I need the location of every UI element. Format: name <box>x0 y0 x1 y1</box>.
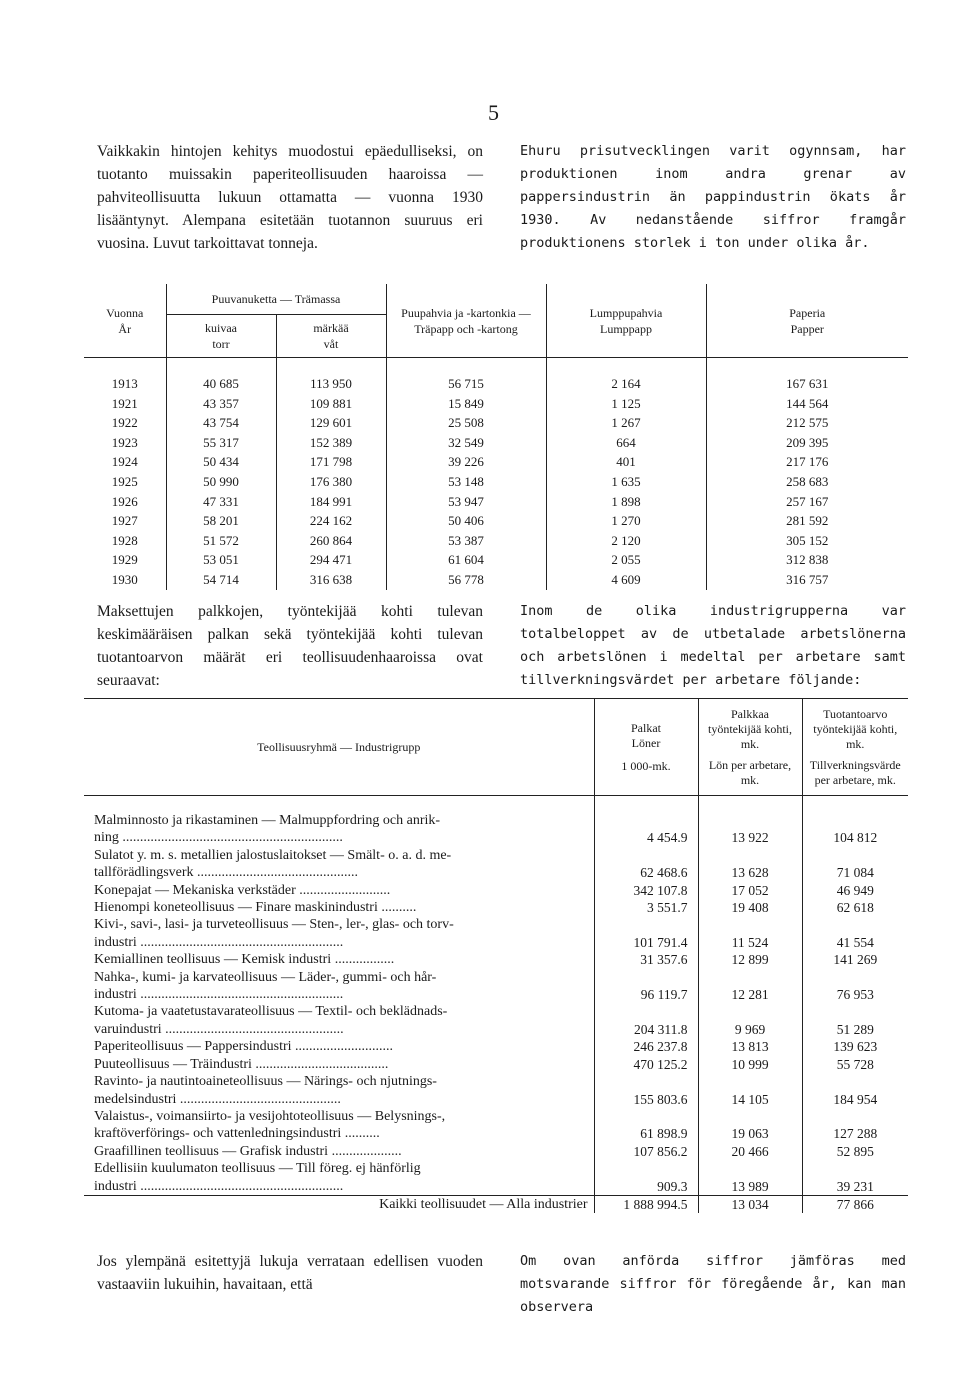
rag-board-cell: 2 055 <box>546 550 706 570</box>
total-label: Kaikki teollisuudet — Alla industrier <box>84 1195 594 1213</box>
table-row <box>84 1003 908 1038</box>
rag-header-fi: Lumppupahvia <box>589 305 663 320</box>
value-per-worker-cell: 62 618 <box>802 899 908 916</box>
wood-board-cell: 53 148 <box>386 472 546 492</box>
year-cell: 1928 <box>84 531 166 551</box>
intro-sv-text: Ehuru prisutvecklingen varit ogynnsam, har produktionen inom andra grenar av pappersindustrin än pappindustrin ökats år 1930. Av nedanstående siffror framgår produktionens storlek i ton under olika år. <box>520 143 906 251</box>
table-row <box>84 531 908 551</box>
paper-header-fi: Paperia <box>789 305 826 320</box>
year-header-fi: Vuonna <box>106 305 144 320</box>
rag-board-header <box>546 284 706 358</box>
per-worker-cell: 9 969 <box>698 1003 802 1038</box>
rag-header-sv: Lumppapp <box>600 321 652 336</box>
industry-label-line2: medelsindustri .............................................. <box>94 1091 341 1107</box>
wood-board-cell: 56 715 <box>386 374 546 394</box>
industry-label <box>84 1073 594 1108</box>
dry-pulp-cell: 50 990 <box>166 472 276 492</box>
wet-pulp-cell: 152 389 <box>276 433 386 453</box>
industry-label-line2: ning ............................................................... <box>94 830 343 846</box>
wet-pulp-cell: 224 162 <box>276 511 386 531</box>
dry-pulp-cell: 51 572 <box>166 531 276 551</box>
wet-pulp-cell: 260 864 <box>276 531 386 551</box>
industry-label-line1: Puuteollisuus — Träindustri ...................................... <box>94 1056 389 1072</box>
dry-pulp-cell: 54 714 <box>166 570 276 590</box>
dry-header-fi: kuivaa <box>205 321 237 335</box>
industry-label-line2: industri .......................................................... <box>94 934 344 950</box>
wages-intro-finnish <box>97 600 483 692</box>
rag-board-cell: 1 125 <box>546 394 706 414</box>
industry-label-line1: Ravinto- ja nautintoaineteollisuus — Närings- och njutnings- <box>94 1074 437 1090</box>
wages-header-fi: Palkat <box>631 720 661 735</box>
rag-board-cell: 1 267 <box>546 413 706 433</box>
per-worker-cell: 13 989 <box>698 1160 802 1195</box>
wood-board-cell: 53 387 <box>386 531 546 551</box>
dry-pulp-cell: 50 434 <box>166 452 276 472</box>
industry-label-line1: Valaistus-, voimansiirto- ja vesijohtoteollisuus — Belysnings-, <box>94 1108 446 1124</box>
table-row <box>84 812 908 847</box>
industry-label <box>84 882 594 899</box>
rag-board-cell: 1 898 <box>546 492 706 512</box>
wages-cell: 204 311.8 <box>594 1003 698 1038</box>
wet-pulp-cell: 316 638 <box>276 570 386 590</box>
paper-cell: 144 564 <box>786 395 829 411</box>
dry-pulp-cell: 53 051 <box>166 550 276 570</box>
table-row <box>84 394 908 414</box>
total-wages-cell: 1 888 994.5 <box>594 1195 698 1213</box>
wet-pulp-cell: 184 991 <box>276 492 386 512</box>
table-row <box>84 492 908 512</box>
paper-cell: 209 395 <box>786 434 829 450</box>
table-row <box>84 1073 908 1108</box>
wet-header <box>276 315 386 358</box>
table-row <box>84 882 908 899</box>
table-row <box>84 1143 908 1160</box>
paper-cell: 257 167 <box>786 493 829 509</box>
table-row <box>84 511 908 531</box>
intro-swedish <box>520 140 906 255</box>
industry-label-line2: industri .......................................................... <box>94 987 344 1003</box>
wet-pulp-cell: 109 881 <box>276 394 386 414</box>
dry-pulp-cell: 47 331 <box>166 492 276 512</box>
board-header: Puupahvia ja -kartonkia — Träpapp och -kartong <box>386 284 546 358</box>
table-row <box>84 452 908 472</box>
value-per-worker-cell: 104 812 <box>802 812 908 847</box>
industry-label-line1: Graafillinen teollisuus — Grafisk industri .................... <box>94 1143 402 1159</box>
wet-pulp-cell: 113 950 <box>276 374 386 394</box>
industry-label-line2: tallförädlingsverk .............................................. <box>94 865 359 881</box>
dry-pulp-cell: 55 317 <box>166 433 276 453</box>
rag-board-cell: 2 164 <box>546 374 706 394</box>
production-table <box>84 284 908 590</box>
value-per-worker-cell: 141 269 <box>802 951 908 968</box>
industry-label <box>84 1160 594 1195</box>
footer-fi-text: Jos ylempänä esitettyjä lukuja verrataan edellisen vuoden vastaaviin lukuihin, havaitaan, että <box>97 1253 483 1293</box>
value-per-worker-cell: 52 895 <box>802 1143 908 1160</box>
per-worker-header-sv: Lön per arbetare, mk. <box>708 757 792 787</box>
wood-board-cell: 25 508 <box>386 413 546 433</box>
industry-label-line2: varuindustri ................................................... <box>94 1021 344 1037</box>
per-worker-cell: 13 922 <box>698 812 802 847</box>
dry-pulp-cell: 40 685 <box>166 374 276 394</box>
per-worker-cell: 17 052 <box>698 882 802 899</box>
dry-pulp-cell: 43 754 <box>166 413 276 433</box>
total-row <box>84 1195 908 1213</box>
industry-label <box>84 1056 594 1073</box>
rag-board-cell: 4 609 <box>546 570 706 590</box>
per-worker-cell: 10 999 <box>698 1056 802 1073</box>
per-worker-header <box>698 699 802 796</box>
wet-pulp-cell: 129 601 <box>276 413 386 433</box>
value-per-worker-cell: 55 728 <box>802 1056 908 1073</box>
industry-label-line1: Kivi-, savi-, lasi- ja turveteollisuus — Sten-, ler-, glas- och torv- <box>94 917 454 933</box>
wages-cell: 107 856.2 <box>594 1143 698 1160</box>
table-row <box>84 433 908 453</box>
industry-label-line1: Hienompi koneteollisuus — Finare maskinindustri .......... <box>94 900 417 916</box>
industry-label <box>84 916 594 951</box>
wood-board-cell: 15 849 <box>386 394 546 414</box>
industry-label <box>84 899 594 916</box>
table-row <box>84 1056 908 1073</box>
value-per-worker-cell: 127 288 <box>802 1108 908 1143</box>
paper-cell: 212 575 <box>786 415 829 431</box>
per-worker-cell: 20 466 <box>698 1143 802 1160</box>
wages-table <box>84 698 908 1213</box>
year-cell: 1926 <box>84 492 166 512</box>
value-per-worker-cell: 39 231 <box>802 1160 908 1195</box>
year-cell: 1927 <box>84 511 166 531</box>
table-row <box>84 1108 908 1143</box>
dry-header <box>166 315 276 358</box>
rag-board-cell: 2 120 <box>546 531 706 551</box>
industry-label <box>84 847 594 882</box>
wages-cell: 3 551.7 <box>594 899 698 916</box>
wet-pulp-cell: 294 471 <box>276 550 386 570</box>
wet-header-sv: våt <box>323 337 339 351</box>
wages-fi-text: Maksettujen palkkojen, työntekijää kohti tulevan keskimääräisen palkan sekä työntekijää kohti tulevan tuotantoarvon määrät eri teollisuudenhaaroissa ovat seuraavat: <box>97 603 483 689</box>
dry-pulp-cell: 58 201 <box>166 511 276 531</box>
wages-cell: 342 107.8 <box>594 882 698 899</box>
table-row <box>84 570 908 590</box>
industry-label <box>84 1003 594 1038</box>
industry-label <box>84 812 594 847</box>
industry-label <box>84 969 594 1004</box>
total-per-worker-cell: 13 034 <box>698 1195 802 1213</box>
paper-cell: 258 683 <box>786 473 829 489</box>
per-worker-cell: 13 813 <box>698 1038 802 1055</box>
paper-cell: 305 152 <box>786 532 829 548</box>
wood-board-cell: 50 406 <box>386 511 546 531</box>
industry-label-line1: Nahka-, kumi- ja karvateollisuus — Läder-, gummi- och hår- <box>94 969 437 985</box>
table-row <box>84 413 908 433</box>
per-worker-cell: 13 628 <box>698 847 802 882</box>
table-row <box>84 1160 908 1195</box>
paper-cell: 281 592 <box>786 513 829 529</box>
wet-pulp-cell: 171 798 <box>276 452 386 472</box>
per-worker-cell: 12 281 <box>698 969 802 1004</box>
paper-cell: 217 176 <box>786 454 829 470</box>
wet-pulp-cell: 176 380 <box>276 472 386 492</box>
wood-board-cell: 32 549 <box>386 433 546 453</box>
industry-label <box>84 1108 594 1143</box>
paper-header-sv: Papper <box>790 321 824 336</box>
table-row <box>84 1038 908 1055</box>
industry-label-line1: Edellisiin kuulumaton teollisuus — Till föreg. ej hänförlig <box>94 1161 421 1177</box>
year-cell: 1924 <box>84 452 166 472</box>
per-worker-cell: 12 899 <box>698 951 802 968</box>
wages-cell: 155 803.6 <box>594 1073 698 1108</box>
value-header-fi: Tuotantoarvo työntekijää kohti, mk. <box>813 706 898 751</box>
value-per-worker-cell: 41 554 <box>802 916 908 951</box>
industry-label <box>84 951 594 968</box>
year-header <box>84 284 166 358</box>
table-row <box>84 374 908 394</box>
wages-cell: 246 237.8 <box>594 1038 698 1055</box>
year-cell: 1913 <box>84 374 166 394</box>
wood-pulp-header: Puuvanuketta — Trämassa <box>166 284 386 315</box>
total-value-cell: 77 866 <box>802 1195 908 1213</box>
wages-header-sv: Löner <box>631 735 661 750</box>
industry-label-line1: Kutoma- ja vaatetustavarateollisuus — Textil- och beklädnads- <box>94 1004 448 1020</box>
industry-label <box>84 1038 594 1055</box>
industry-label-line1: Sulatot y. m. s. metallien jalostuslaitokset — Smält- o. a. d. me- <box>94 847 452 863</box>
per-worker-header-fi: Palkkaa työntekijää kohti, mk. <box>708 706 792 751</box>
value-header-sv: Tillverkningsvärde per arbetare, mk. <box>809 757 901 787</box>
wages-cell: 101 791.4 <box>594 916 698 951</box>
value-per-worker-cell: 71 084 <box>802 847 908 882</box>
value-per-worker-cell: 76 953 <box>802 969 908 1004</box>
wages-header <box>594 699 698 796</box>
wages-cell: 909.3 <box>594 1160 698 1195</box>
wages-cell: 61 898.9 <box>594 1108 698 1143</box>
industry-label <box>84 1143 594 1160</box>
wages-intro-swedish <box>520 600 906 692</box>
table-row <box>84 550 908 570</box>
intro-fi-text: Vaikkakin hintojen kehitys muodostui epäedulliseksi, on tuotanto muissakin paperiteollisuuden haaroissa — pahviteollisuutta lukuun ottamatta — vuonna 1930 lisääntynyt. Alempana esitetään tuotannon suuruus eri vuosina. Luvut tarkoittavat tonneja. <box>97 143 483 252</box>
value-per-worker-cell: 46 949 <box>802 882 908 899</box>
year-cell: 1930 <box>84 570 166 590</box>
rag-board-cell: 401 <box>546 452 706 472</box>
wages-cell: 96 119.7 <box>594 969 698 1004</box>
paper-cell: 316 757 <box>786 571 829 587</box>
value-per-worker-cell: 139 623 <box>802 1038 908 1055</box>
wages-cell: 4 454.9 <box>594 812 698 847</box>
year-header-sv: År <box>118 321 132 336</box>
table-row <box>84 472 908 492</box>
footer-finnish <box>97 1250 483 1296</box>
year-cell: 1922 <box>84 413 166 433</box>
table-row <box>84 847 908 882</box>
per-worker-cell: 14 105 <box>698 1073 802 1108</box>
per-worker-cell: 19 408 <box>698 899 802 916</box>
wages-cell: 470 125.2 <box>594 1056 698 1073</box>
industry-label-line2: industri .......................................................... <box>94 1178 344 1194</box>
value-per-worker-cell: 184 954 <box>802 1073 908 1108</box>
year-cell: 1929 <box>84 550 166 570</box>
table-row <box>84 969 908 1004</box>
wood-board-cell: 53 947 <box>386 492 546 512</box>
wet-header-fi: märkää <box>313 321 349 335</box>
industry-label-line1: Malminnosto ja rikastaminen — Malmuppfordring och anrik- <box>94 813 441 828</box>
wages-sv-text: Inom de olika industrigrupperna var totalbeloppet av de utbetalade arbetslönerna och arbetslönen i medeltal per arbetare samt tillverkningsvärdet per arbetare följande: <box>520 603 906 688</box>
industry-label-line1: Konepajat — Mekaniska verkstäder .......................... <box>94 882 391 898</box>
paper-header <box>706 284 908 358</box>
dry-pulp-cell: 43 357 <box>166 394 276 414</box>
table-row <box>84 951 908 968</box>
dry-header-sv: torr <box>212 337 230 351</box>
value-per-worker-cell: 51 289 <box>802 1003 908 1038</box>
industry-group-header: Teollisuusryhmä — Industrigrupp <box>84 699 594 796</box>
rag-board-cell: 1 635 <box>546 472 706 492</box>
wood-board-cell: 56 778 <box>386 570 546 590</box>
rag-board-cell: 1 270 <box>546 511 706 531</box>
wages-header-unit: 1 000-mk. <box>621 758 671 773</box>
value-per-worker-header <box>802 699 908 796</box>
table-row <box>84 899 908 916</box>
paper-cell: 167 631 <box>786 376 829 391</box>
wages-cell: 62 468.6 <box>594 847 698 882</box>
year-cell: 1923 <box>84 433 166 453</box>
footer-sv-text: Om ovan anförda siffror jämföras med motsvarande siffror för föregående år, kan man observera <box>520 1253 906 1315</box>
per-worker-cell: 11 524 <box>698 916 802 951</box>
industry-label-line2: kraftöverförings- och vattenledningsindustri .......... <box>94 1126 380 1142</box>
page-number: 5 <box>488 100 499 125</box>
intro-finnish <box>97 140 483 255</box>
per-worker-cell: 19 063 <box>698 1108 802 1143</box>
paper-cell: 312 838 <box>786 552 829 568</box>
year-cell: 1925 <box>84 472 166 492</box>
wages-cell: 31 357.6 <box>594 951 698 968</box>
wood-board-cell: 61 604 <box>386 550 546 570</box>
footer-swedish <box>520 1250 906 1319</box>
wood-board-cell: 39 226 <box>386 452 546 472</box>
table-row <box>84 916 908 951</box>
industry-label-line1: Kemiallinen teollisuus — Kemisk industri ................. <box>94 952 395 968</box>
rag-board-cell: 664 <box>546 433 706 453</box>
year-cell: 1921 <box>84 394 166 414</box>
industry-label-line1: Paperiteollisuus — Pappersindustri ............................ <box>94 1039 394 1055</box>
